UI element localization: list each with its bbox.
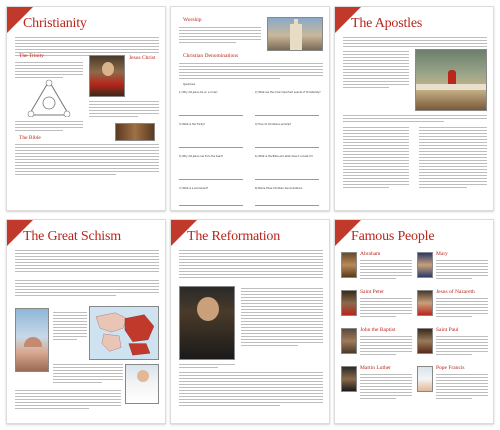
john-portrait — [341, 328, 357, 354]
luther-portrait — [341, 366, 357, 392]
bible-text-lines — [15, 144, 159, 177]
abraham-text-lines — [360, 260, 412, 281]
reformation-text-lines — [179, 250, 323, 280]
schism-text-lines-2 — [15, 280, 159, 298]
question-8: 8) Name three Christian denominations. — [255, 187, 304, 190]
mary-portrait — [417, 252, 433, 278]
question-7: 7) What is a sacrament? — [179, 187, 209, 190]
answer-line[interactable] — [179, 115, 243, 116]
answer-line[interactable] — [255, 147, 319, 148]
francis-portrait — [417, 366, 433, 392]
jesus-painting — [89, 55, 125, 97]
person-name-francis: Pope Francis — [436, 365, 465, 371]
jesus-text-lines — [89, 101, 159, 119]
mary-text-lines — [436, 260, 488, 281]
schism-map — [89, 306, 159, 360]
luther-painting — [179, 286, 235, 360]
question-6: 6) What is the Bible and what does it consist of? — [255, 155, 313, 158]
answer-line[interactable] — [179, 179, 243, 180]
page-title: Famous People — [351, 229, 435, 244]
question-5: 5) Why did Jesus rise from the dead? — [179, 155, 224, 158]
answer-line[interactable] — [179, 147, 243, 148]
trinity-text-lines-2 — [15, 121, 83, 133]
trinity-text-lines — [15, 62, 83, 80]
page-title: The Apostles — [351, 16, 423, 31]
last-supper-painting — [415, 49, 487, 111]
person-name-mary: Mary — [436, 251, 448, 257]
apostles-text-lines — [343, 37, 487, 49]
peter-portrait — [341, 290, 357, 316]
answer-line[interactable] — [255, 115, 319, 116]
person-name-peter: Saint Peter — [360, 289, 384, 295]
reformation-text-lines-2 — [241, 288, 323, 348]
section-heading-denominations: Christian Denominations — [183, 53, 239, 59]
peter-text-lines — [360, 298, 412, 319]
section-heading-worship: Worship — [183, 17, 202, 23]
schism-text-lines-4 — [53, 364, 123, 385]
question-4: 4) How do Christians worship? — [255, 123, 292, 126]
person-name-paul: Saint Paul — [436, 327, 459, 333]
page-christianity — [6, 6, 166, 211]
question-3: 3) What is the Trinity? — [179, 123, 206, 126]
worship-text-lines — [179, 27, 261, 45]
page-reformation — [170, 219, 330, 424]
person-name-jesus: Jesus of Nazareth — [436, 289, 475, 295]
jesus-text-lines — [436, 298, 488, 319]
page-apostles — [334, 6, 494, 211]
page-title: The Great Schism — [23, 229, 121, 244]
task-heading: Questions — [183, 82, 195, 86]
section-heading-jesus: Jesus Christ — [129, 55, 156, 61]
apostles-text-lines-2 — [343, 51, 409, 90]
person-name-john: John the Baptist — [360, 327, 396, 333]
page-worship — [170, 6, 330, 211]
apostles-text-lines-3 — [343, 127, 409, 190]
paul-text-lines — [436, 336, 488, 357]
answer-line[interactable] — [255, 205, 319, 206]
bible-image — [115, 123, 155, 141]
reformation-text-lines-3 — [179, 372, 323, 408]
paul-portrait — [417, 328, 433, 354]
abraham-portrait — [341, 252, 357, 278]
question-2: 2) What are the most important events of Christianity? — [255, 91, 321, 94]
schism-text-lines-3 — [53, 312, 87, 342]
pope-photo — [125, 364, 159, 404]
answer-line[interactable] — [179, 205, 243, 206]
luther-caption — [179, 364, 235, 370]
person-name-abraham: Abraham — [360, 251, 381, 257]
page-famous-people — [334, 219, 494, 424]
schism-text-lines-5 — [15, 390, 121, 411]
jesus-portrait — [417, 290, 433, 316]
john-text-lines — [360, 336, 412, 357]
denominations-text-lines — [179, 63, 323, 81]
luther-text-lines — [360, 374, 412, 401]
page-title: The Reformation — [187, 229, 281, 244]
hagia-sophia-photo — [15, 308, 49, 372]
person-name-luther: Martin Luther — [360, 365, 392, 371]
trinity-diagram — [27, 79, 71, 117]
schism-text-lines — [15, 250, 159, 274]
francis-text-lines — [436, 374, 488, 401]
answer-line[interactable] — [255, 179, 319, 180]
section-heading-bible: The Bible — [19, 135, 41, 141]
question-1: 1) Why did Jesus die on a cross? — [179, 91, 218, 94]
church-photo — [267, 17, 323, 51]
apostles-text-lines-4 — [419, 127, 487, 190]
apostles-caption — [343, 115, 487, 124]
page-title: Christianity — [23, 16, 87, 31]
page-great-schism — [6, 219, 166, 424]
section-heading-trinity: The Trinity — [19, 53, 44, 59]
